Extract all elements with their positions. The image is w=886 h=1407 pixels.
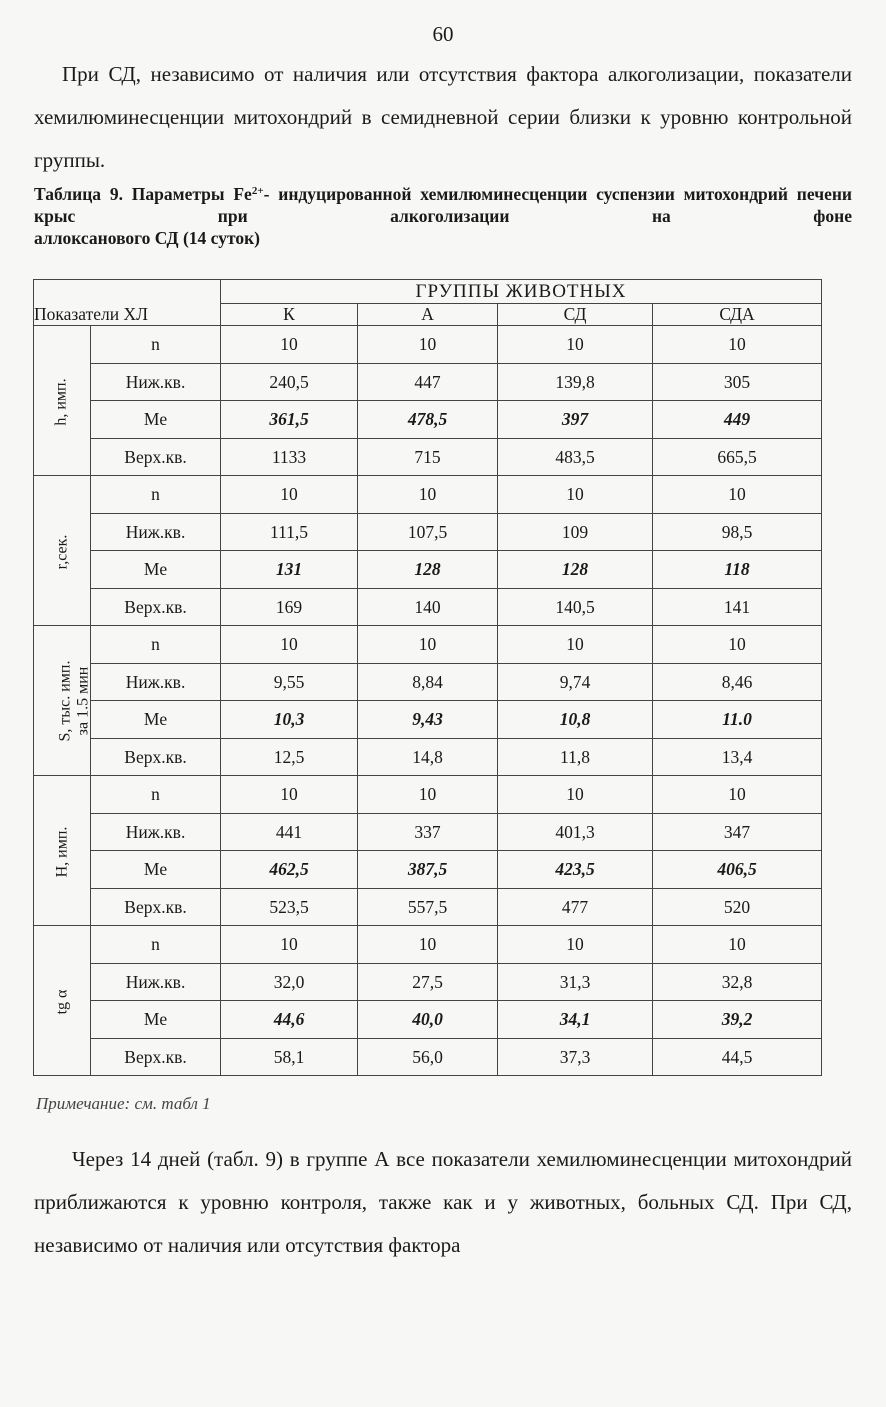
value-cell: 10 — [358, 626, 498, 664]
table-row — [34, 701, 822, 739]
table-row — [34, 1038, 822, 1076]
caption-prefix: Таблица 9. Параметры Fe — [34, 184, 252, 204]
value-cell: 31,3 — [498, 963, 653, 1001]
value-cell: 56,0 — [358, 1038, 498, 1076]
param-label-line: S, тыс. имп. — [56, 660, 74, 741]
value-cell: 523,5 — [221, 888, 358, 926]
value-cell: 10 — [221, 476, 358, 514]
value-cell: 44,5 — [653, 1038, 822, 1076]
table-row — [34, 776, 822, 814]
value-cell: 44,6 — [221, 1001, 358, 1039]
value-cell: 10 — [498, 326, 653, 364]
value-cell: 449 — [653, 401, 822, 439]
value-cell: 483,5 — [498, 438, 653, 476]
value-cell: 406,5 — [653, 851, 822, 889]
stat-label: Me — [91, 701, 221, 739]
stat-label: Верх.кв. — [91, 888, 221, 926]
caption-superscript: 2+ — [251, 185, 264, 197]
closing-paragraph — [34, 1138, 852, 1267]
value-cell: 423,5 — [498, 851, 653, 889]
stat-label: Верх.кв. — [91, 588, 221, 626]
column-header: СД — [498, 304, 653, 326]
value-cell: 107,5 — [358, 513, 498, 551]
value-cell: 10 — [358, 926, 498, 964]
table-row — [34, 663, 822, 701]
stat-label: n — [91, 776, 221, 814]
value-cell: 10 — [221, 626, 358, 664]
value-cell: 361,5 — [221, 401, 358, 439]
param-label-cell — [34, 326, 91, 476]
value-cell: 10 — [653, 776, 822, 814]
table-row — [34, 1001, 822, 1039]
value-cell: 37,3 — [498, 1038, 653, 1076]
param-label-cell — [34, 476, 91, 626]
param-label — [57, 660, 93, 741]
table-row — [34, 626, 822, 664]
stat-label: Me — [91, 401, 221, 439]
stat-label: Верх.кв. — [91, 438, 221, 476]
value-cell: 477 — [498, 888, 653, 926]
value-cell: 9,55 — [221, 663, 358, 701]
value-cell: 305 — [653, 363, 822, 401]
stat-label: Me — [91, 1001, 221, 1039]
data-table — [33, 279, 822, 1076]
table-row — [34, 851, 822, 889]
caption-line1-rest: - индуцированной хемилюминесценции суспензии митохондрий печени крыс при алкоголизации на фоне — [34, 184, 852, 226]
value-cell: 118 — [653, 551, 822, 589]
value-cell: 8,84 — [358, 663, 498, 701]
value-cell: 10 — [358, 326, 498, 364]
value-cell: 10,3 — [221, 701, 358, 739]
value-cell: 1133 — [221, 438, 358, 476]
param-label-line: r,сек. — [52, 534, 70, 570]
value-cell: 10 — [221, 776, 358, 814]
value-cell: 478,5 — [358, 401, 498, 439]
value-cell: 139,8 — [498, 363, 653, 401]
stat-label: n — [91, 476, 221, 514]
param-label-line: H, имп. — [53, 826, 70, 878]
value-cell: 441 — [221, 813, 358, 851]
value-cell: 32,8 — [653, 963, 822, 1001]
intro-paragraph — [34, 53, 852, 182]
value-cell: 11,8 — [498, 738, 653, 776]
value-cell: 34,1 — [498, 1001, 653, 1039]
param-label-cell — [34, 926, 91, 1076]
table-row — [34, 813, 822, 851]
table-row — [34, 738, 822, 776]
table-row — [34, 476, 822, 514]
value-cell: 337 — [358, 813, 498, 851]
value-cell: 387,5 — [358, 851, 498, 889]
value-cell: 10,8 — [498, 701, 653, 739]
value-cell: 10 — [498, 476, 653, 514]
stat-label: Верх.кв. — [91, 1038, 221, 1076]
table-row — [34, 888, 822, 926]
value-cell: 447 — [358, 363, 498, 401]
value-cell: 10 — [653, 326, 822, 364]
value-cell: 12,5 — [221, 738, 358, 776]
value-cell: 10 — [498, 926, 653, 964]
value-cell: 131 — [221, 551, 358, 589]
value-cell: 347 — [653, 813, 822, 851]
value-cell: 140 — [358, 588, 498, 626]
stat-label: Верх.кв. — [91, 738, 221, 776]
stat-label: Ниж.кв. — [91, 663, 221, 701]
value-cell: 397 — [498, 401, 653, 439]
stat-label: Me — [91, 551, 221, 589]
value-cell: 10 — [653, 476, 822, 514]
table-row — [34, 326, 822, 364]
value-cell: 520 — [653, 888, 822, 926]
table-row — [34, 363, 822, 401]
value-cell: 715 — [358, 438, 498, 476]
closing-paragraph-text: Через 14 дней (табл. 9) в группе А все показатели хемилюминесценции митохондрий приближаются к уровню контроля, также как и у животных, больных СД. При СД, независимо от наличия или отсутствия фактора — [34, 1147, 852, 1257]
indicator-header: Показатели ХЛ — [34, 280, 221, 326]
value-cell: 13,4 — [653, 738, 822, 776]
table-row — [34, 438, 822, 476]
stat-label: Ниж.кв. — [91, 963, 221, 1001]
value-cell: 98,5 — [653, 513, 822, 551]
stat-label: Ниж.кв. — [91, 813, 221, 851]
value-cell: 665,5 — [653, 438, 822, 476]
value-cell: 111,5 — [221, 513, 358, 551]
table-caption — [34, 183, 852, 249]
value-cell: 401,3 — [498, 813, 653, 851]
value-cell: 39,2 — [653, 1001, 822, 1039]
table-row — [34, 551, 822, 589]
value-cell: 27,5 — [358, 963, 498, 1001]
value-cell: 10 — [358, 476, 498, 514]
stat-label: Ниж.кв. — [91, 513, 221, 551]
value-cell: 14,8 — [358, 738, 498, 776]
value-cell: 10 — [358, 776, 498, 814]
value-cell: 10 — [498, 776, 653, 814]
value-cell: 10 — [653, 926, 822, 964]
value-cell: 8,46 — [653, 663, 822, 701]
table-body — [34, 326, 822, 1076]
param-label — [53, 990, 71, 1015]
stat-label: n — [91, 326, 221, 364]
table-row — [34, 401, 822, 439]
param-label-line: tg α — [52, 989, 70, 1015]
value-cell: 10 — [653, 626, 822, 664]
value-cell: 32,0 — [221, 963, 358, 1001]
value-cell: 58,1 — [221, 1038, 358, 1076]
param-label-line: за 1.5 мин — [74, 666, 92, 735]
value-cell: 9,43 — [358, 701, 498, 739]
param-label-line: h, имп. — [53, 378, 70, 426]
stat-label: n — [91, 626, 221, 664]
value-cell: 141 — [653, 588, 822, 626]
column-header: СДА — [653, 304, 822, 326]
stat-label: Me — [91, 851, 221, 889]
value-cell: 109 — [498, 513, 653, 551]
table-note: Примечание: см. табл 1 — [36, 1094, 211, 1113]
value-cell: 240,5 — [221, 363, 358, 401]
value-cell: 128 — [358, 551, 498, 589]
stat-label: n — [91, 926, 221, 964]
param-label — [53, 535, 71, 570]
value-cell: 10 — [221, 326, 358, 364]
param-label-cell — [34, 776, 91, 926]
table-row — [34, 588, 822, 626]
value-cell: 128 — [498, 551, 653, 589]
stat-label: Ниж.кв. — [91, 363, 221, 401]
value-cell: 11.0 — [653, 701, 822, 739]
value-cell: 140,5 — [498, 588, 653, 626]
table-row — [34, 513, 822, 551]
table-row — [34, 963, 822, 1001]
value-cell: 10 — [221, 926, 358, 964]
value-cell: 169 — [221, 588, 358, 626]
groups-header: ГРУППЫ ЖИВОТНЫХ — [221, 280, 822, 304]
value-cell: 557,5 — [358, 888, 498, 926]
column-header: А — [358, 304, 498, 326]
caption-last-line: аллоксанового СД (14 суток) — [34, 228, 260, 248]
table-row — [34, 926, 822, 964]
intro-paragraph-text: При СД, независимо от наличия или отсутствия фактора алкоголизации, показатели хемилюминесценции митохондрий в семидневной серии близки к уровню контрольной группы. — [34, 62, 852, 172]
param-label — [53, 378, 71, 425]
value-cell: 10 — [498, 626, 653, 664]
value-cell: 9,74 — [498, 663, 653, 701]
param-label-cell — [34, 626, 91, 776]
value-cell: 40,0 — [358, 1001, 498, 1039]
column-header: К — [221, 304, 358, 326]
param-label — [53, 827, 71, 878]
value-cell: 462,5 — [221, 851, 358, 889]
page-number: 60 — [432, 22, 454, 46]
